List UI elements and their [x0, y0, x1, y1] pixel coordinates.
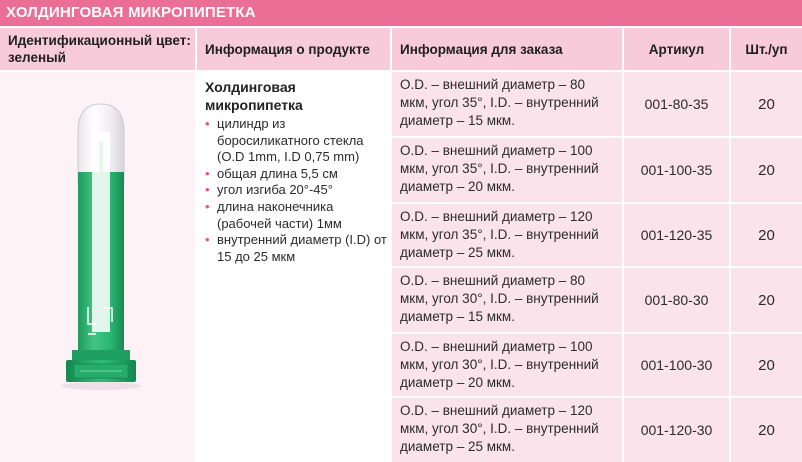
article-cell: 001-100-30 — [624, 334, 729, 396]
column-header-order-info: Информация для заказа — [392, 28, 622, 70]
bullet-icon: • — [205, 116, 210, 131]
qty-cell: 20 — [731, 334, 802, 396]
product-name: Холдинговая микропипетка — [205, 79, 303, 113]
column-header-qty: Шт./уп — [731, 28, 802, 70]
bullet-icon: • — [205, 165, 210, 181]
order-info-cell: O.D. – внешний диаметр – 120 мкм, угол 35°, I.D. – внутренний диаметр – 25 мкм. — [392, 204, 622, 266]
list-item: • длина наконечника (рабочей части) 1мм — [205, 198, 342, 231]
article-cell: 001-120-30 — [624, 398, 729, 462]
list-item: • цилиндр из боросиликатного стекла (O.D 1mm, I.D 0,75 mm) — [205, 116, 364, 165]
column-header-id-color: Идентификационный цвет: зеленый — [0, 28, 195, 70]
order-info-cell: O.D. – внешний диаметр – 80 мкм, угол 35°, I.D. – внутренний диаметр – 15 мкм. — [392, 72, 622, 136]
qty-cell: 20 — [731, 138, 802, 202]
article-cell: 001-80-35 — [624, 72, 729, 136]
product-spec-list — [205, 116, 387, 265]
order-info-cell: O.D. – внешний диаметр – 100 мкм, угол 30°, I.D. – внутренний диаметр – 20 мкм. — [392, 334, 622, 396]
product-image-cell — [0, 72, 195, 462]
article-cell: 001-80-30 — [624, 268, 729, 332]
order-info-cell: O.D. – внешний диаметр – 80 мкм, угол 30°, I.D. – внутренний диаметр – 15 мкм. — [392, 268, 622, 332]
article-cell: 001-120-35 — [624, 204, 729, 266]
column-header-article: Артикул — [624, 28, 729, 70]
pipette-tube-image — [0, 72, 195, 462]
bullet-icon: • — [205, 232, 210, 248]
qty-cell: 20 — [731, 268, 802, 332]
bullet-icon: • — [205, 182, 210, 198]
column-header-product-info: Информация о продукте — [197, 28, 390, 70]
product-info-cell — [197, 72, 390, 462]
list-item: • внутренний диаметр (I.D) от 15 до 25 мкм — [205, 232, 387, 264]
order-info-cell: O.D. – внешний диаметр – 120 мкм, угол 30°, I.D. – внутренний диаметр – 25 мкм. — [392, 398, 622, 462]
list-item: • общая длина 5,5 см — [205, 165, 338, 181]
qty-cell: 20 — [731, 204, 802, 266]
article-cell: 001-100-35 — [624, 138, 729, 202]
page-title: ХОЛДИНГОВАЯ МИКРОПИПЕТКА — [0, 0, 802, 26]
bullet-icon: • — [205, 198, 210, 214]
list-item: • угол изгиба 20°-45° — [205, 182, 333, 198]
qty-cell: 20 — [731, 398, 802, 462]
order-info-cell: O.D. – внешний диаметр – 100 мкм, угол 35°, I.D. – внутренний диаметр – 20 мкм. — [392, 138, 622, 202]
qty-cell: 20 — [731, 72, 802, 136]
